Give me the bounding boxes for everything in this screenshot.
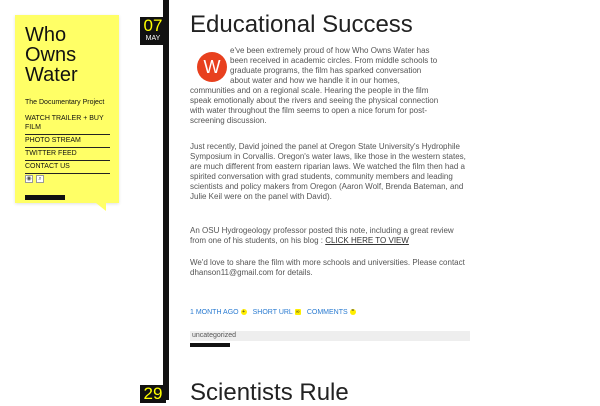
para-line: about water and how we handle it in our homes, (230, 76, 400, 85)
site-tagline: The Documentary Project (25, 99, 105, 106)
para-line: communities and on a regional scale. Hearing the people in the film (190, 86, 429, 95)
post-meta (190, 309, 356, 316)
link-icon: ∞ (296, 309, 300, 316)
sidebar-divider (25, 195, 65, 200)
sidebar-icons (25, 175, 44, 183)
sidebar-nav (25, 114, 110, 174)
site-title[interactable]: Who Owns Water (25, 24, 78, 86)
post-date-badge (140, 17, 166, 45)
post-paragraph-1 (190, 46, 470, 126)
rss-icon[interactable]: ◉ (26, 176, 32, 182)
dropcap: W (197, 52, 227, 82)
short-url-link[interactable] (253, 309, 301, 316)
post-divider (190, 343, 230, 347)
para-line: speak emotionally about the rivers and seeing the physical connection (190, 96, 439, 105)
search-icon[interactable]: ⌕ (36, 175, 44, 183)
nav-item-photo-stream[interactable]: PHOTO STREAM (25, 135, 110, 148)
comment-icon: ❞ (351, 309, 355, 316)
post-time: 1 MONTH AGO (190, 309, 239, 316)
post-paragraph-4: We'd love to share the film with more schools and universities. Please contact dhanson11@gmail.com for details. (190, 258, 465, 277)
tag-uncategorized[interactable]: uncategorized (192, 332, 236, 339)
comments-link[interactable] (307, 309, 356, 316)
post-date-day-2: 29 (143, 384, 163, 403)
sidebar (15, 15, 119, 203)
post-paragraph-2: Just recently, David joined the panel at Oregon State University's Hydrophile Symposium in Corvallis. Oregon's water laws, like those in the western states, are much different from eastern riparian laws. We watched the film then had a spirited conversation with grad students, community members and leading scientists and policy makers from Oregon (Aaron Wolf, Brenda Bateman, and Julie Keil were on the panel with David). (190, 142, 466, 201)
short-url-label: SHORT URL (252, 309, 293, 316)
post-tags (190, 331, 470, 341)
para-line: graduate programs, the film has sparked conversation (230, 66, 422, 75)
timeline-bar (163, 0, 169, 400)
post-paragraph-3 (190, 226, 470, 246)
post-time-link[interactable] (190, 309, 247, 316)
review-link[interactable]: CLICK HERE TO VIEW (325, 236, 409, 245)
para-line: e've been extremely proud of how Who Owns Water has (230, 46, 430, 55)
post-title[interactable]: Educational Success (190, 11, 413, 38)
nav-item-contact-us[interactable]: CONTACT US (25, 161, 110, 174)
para-line: with water throughout the film seems to open a nice forum for post- (190, 106, 428, 115)
para-text: An OSU Hydrogeology professor posted this note, including a great review from one of his students, on his blog : (190, 226, 454, 245)
nav-item-watch-trailer[interactable]: WATCH TRAILER + BUY FILM (25, 114, 110, 135)
clock-icon: + (242, 309, 246, 316)
para-line: been received in academic circles. From middle schools to (230, 56, 438, 65)
post-date-badge-2 (140, 385, 166, 403)
comments-label: COMMENTS (306, 309, 348, 316)
para-line: screening discussion. (190, 116, 267, 125)
post-date-day: 07 (143, 16, 163, 35)
post-date-month: MAY (145, 35, 161, 42)
post-title-2[interactable]: Scientists Rule (190, 379, 349, 406)
nav-item-twitter-feed[interactable]: TWITTER FEED (25, 148, 110, 161)
sidebar-tail (96, 203, 106, 211)
